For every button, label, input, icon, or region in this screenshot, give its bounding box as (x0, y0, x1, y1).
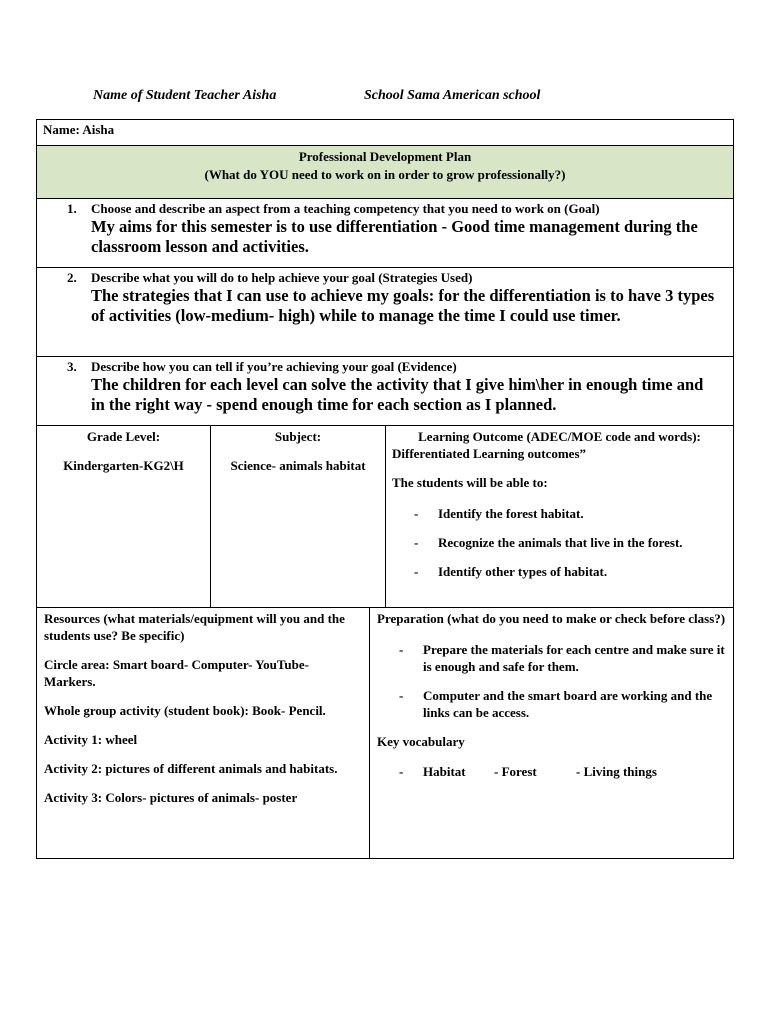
grade-level-cell (36, 425, 211, 608)
learning-outcome-intro: The students will be able to: (392, 475, 548, 490)
goal-section-2 (36, 267, 734, 357)
resources-line: Activity 2: pictures of different animals and habitats. (44, 761, 338, 776)
vocab-item: - Living things (576, 764, 657, 779)
goal-answer-2: The strategies that I can use to achieve my goals: for the differentiation is to have 3 types of activities (low-medium- high) while to manage the time I could use timer. (91, 286, 715, 325)
learning-outcome-sublabel: Differentiated Learning outcomes” (392, 446, 587, 461)
goal-question-1 (67, 201, 600, 217)
preparation-cell (369, 607, 734, 859)
pdp-header (36, 145, 734, 199)
vocab-item: Habitat (423, 764, 466, 779)
learning-outcome-label: Learning Outcome (ADEC/MOE code and words): (418, 429, 701, 444)
grade-level-label: Grade Level: (86, 429, 161, 444)
goal-number-3: 3. (67, 359, 77, 374)
list-item: - Identify other types of habitat. (414, 564, 608, 579)
goal-question-2 (67, 270, 472, 286)
goal-number-1: 1. (67, 201, 77, 216)
student-teacher-name: Name of Student Teacher Aisha (93, 88, 277, 103)
subject-cell (210, 425, 386, 608)
goal-section-3 (36, 356, 734, 426)
goal-answer-1: My aims for this semester is to use differentiation - Good time management during the classroom lesson and activities. (91, 217, 698, 256)
resources-label: Resources (what materials/equipment will you and the students use? Be specific) (44, 611, 345, 643)
learning-outcome-list (392, 505, 727, 580)
goal-section-1 (36, 198, 734, 268)
goal-number-2: 2. (67, 270, 77, 285)
key-vocabulary-list (377, 764, 726, 780)
name-row: Name: Aisha (36, 119, 734, 146)
goal-question-text-2: Describe what you will do to help achieve your goal (Strategies Used) (91, 270, 473, 285)
school-name: School Sama American school (364, 88, 541, 103)
resources-cell (36, 607, 370, 859)
pdp-title: Professional Development Plan (298, 149, 472, 164)
resources-line: Activity 3: Colors- pictures of animals- poster (44, 790, 298, 805)
learning-outcome-cell (385, 425, 734, 608)
preparation-label: Preparation (what do you need to make or check before class?) (377, 611, 726, 626)
goal-question-text-1: Choose and describe an aspect from a teaching competency that you need to work on (Goal) (91, 201, 600, 216)
resources-line: Circle area: Smart board- Computer- YouTube- Markers. (44, 657, 309, 689)
preparation-list (377, 641, 726, 721)
goal-question-text-3: Describe how you can tell if you’re achieving your goal (Evidence) (91, 359, 457, 374)
grade-level-value: Kindergarten-KG2\H (63, 458, 184, 473)
vocab-dash: - (399, 764, 404, 779)
goal-answer-3: The children for each level can solve the activity that I give him\her in enough time and in the right way - spend enough time for each section as I planned. (91, 375, 704, 414)
resources-line: Whole group activity (student book): Book- Pencil. (44, 703, 326, 718)
pdp-subtitle: (What do YOU need to work on in order to grow professionally?) (204, 167, 566, 182)
list-item: - Recognize the animals that live in the forest. (414, 535, 683, 550)
list-item: - Computer and the smart board are working and the links can be access. (399, 688, 713, 720)
subject-value: Science- animals habitat (230, 458, 366, 473)
resources-line: Activity 1: wheel (44, 732, 138, 747)
list-item: - Prepare the materials for each centre and make sure it is enough and safe for them. (399, 642, 725, 674)
list-item: - Identify the forest habitat. (414, 506, 584, 521)
goal-question-3 (67, 359, 457, 375)
subject-label: Subject: (274, 429, 322, 444)
vocab-item: - Forest (494, 764, 537, 779)
key-vocabulary-label: Key vocabulary (377, 734, 465, 749)
